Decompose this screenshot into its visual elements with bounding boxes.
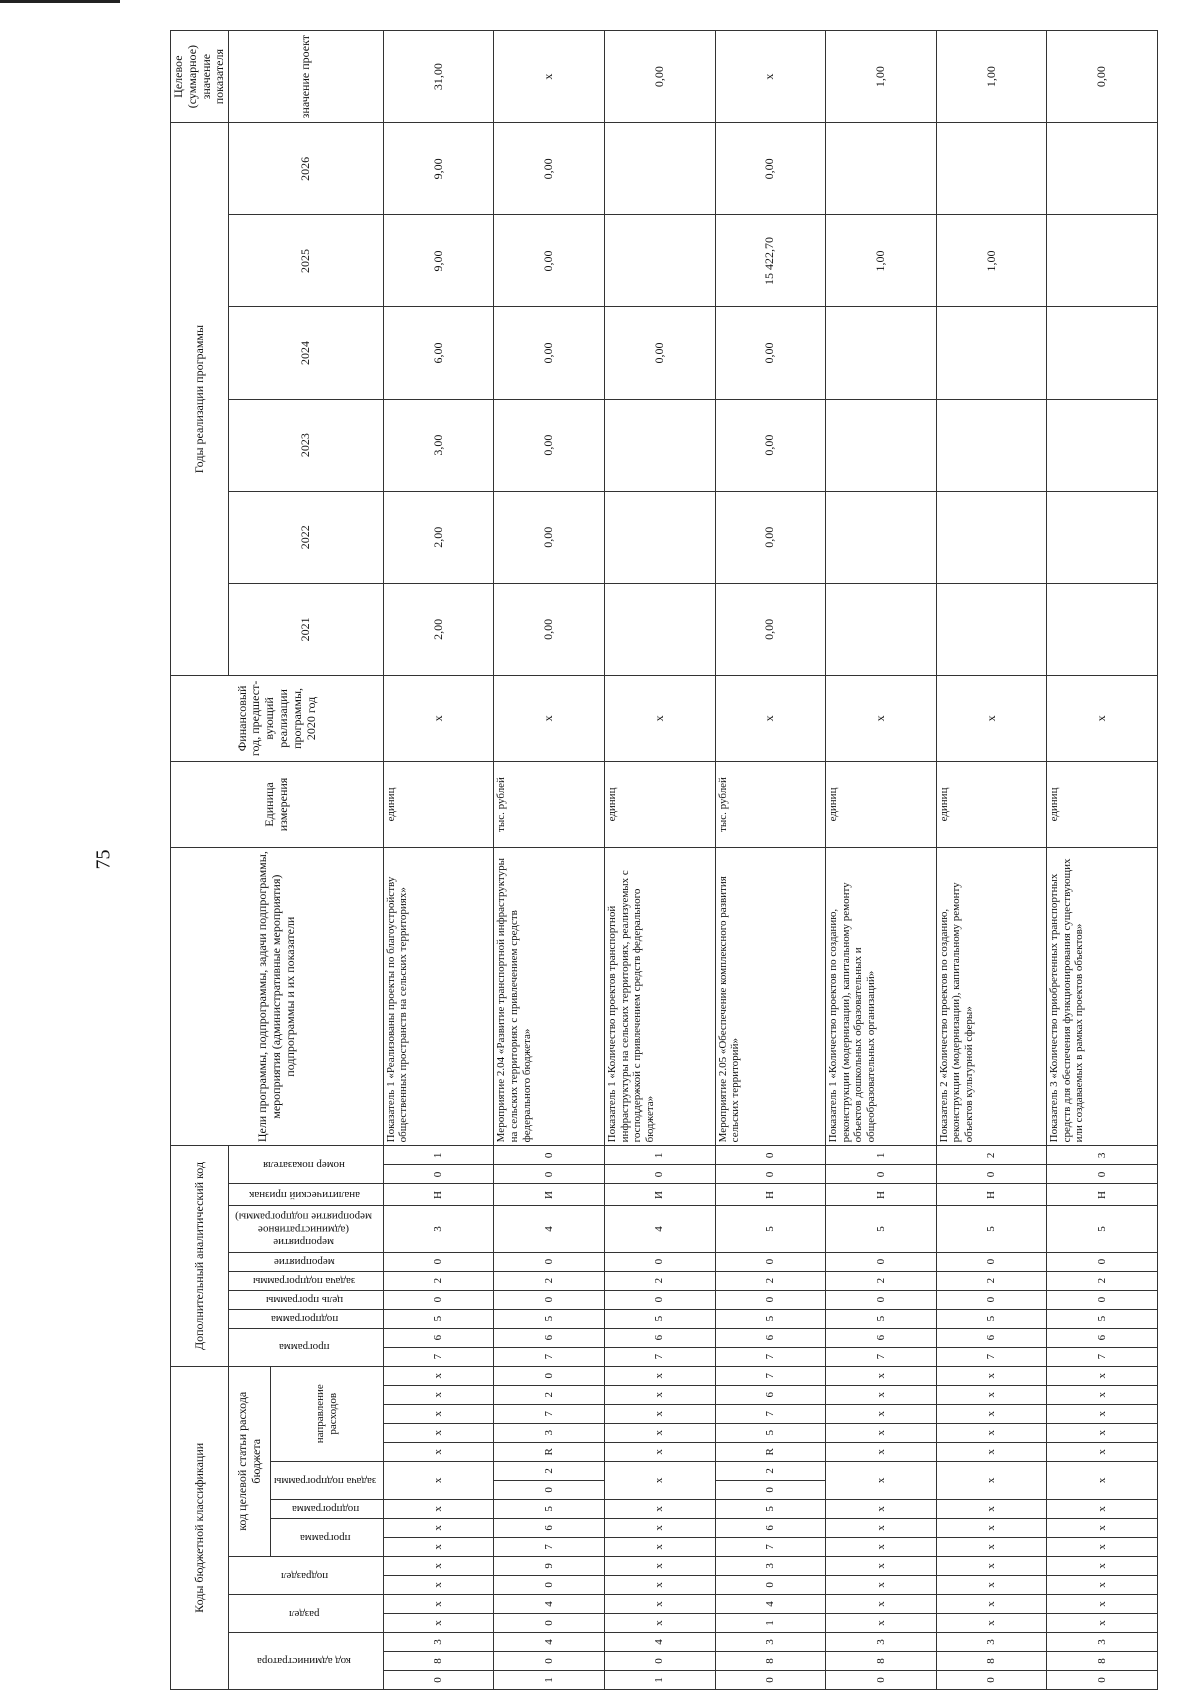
- expense-direction-header: направление расходов: [271, 1366, 384, 1461]
- subsection-digit: x: [936, 1575, 1047, 1594]
- direction-digit: x: [936, 1385, 1047, 1404]
- add-task-digit: 2: [494, 1271, 605, 1290]
- indicator-number-digit: 0: [715, 1146, 826, 1165]
- year-value-cell: [1047, 583, 1158, 675]
- direction-digit: x: [604, 1366, 715, 1385]
- add-task-digit: 2: [604, 1271, 715, 1290]
- admin-measure-header: мероприятие (административное мероприятие подпрограммы): [229, 1206, 384, 1252]
- direction-digit: x: [1047, 1404, 1158, 1423]
- program-digit: x: [826, 1537, 937, 1556]
- year-value-cell: [936, 491, 1047, 583]
- year-2024-header: 2024: [229, 307, 384, 399]
- task-digit: 2: [715, 1461, 826, 1480]
- year-value-cell: [604, 123, 715, 215]
- admin-measure-digit: 5: [1047, 1206, 1158, 1252]
- program-digit: x: [936, 1518, 1047, 1537]
- direction-digit: 6: [715, 1385, 826, 1404]
- year-2023-header: 2023: [229, 399, 384, 491]
- year-value-cell: [1047, 123, 1158, 215]
- admin-code-digit: 0: [494, 1651, 605, 1670]
- table-body: [383, 31, 1157, 1690]
- table-row: [1047, 31, 1158, 1690]
- direction-digit: 0: [494, 1366, 605, 1385]
- subprogram-digit: x: [826, 1499, 937, 1518]
- add-program-digit: 6: [1047, 1328, 1158, 1347]
- year-2026-header: 2026: [229, 123, 384, 215]
- direction-digit: x: [936, 1404, 1047, 1423]
- year-value-cell: [936, 123, 1047, 215]
- add-subprogram-digit: 5: [1047, 1309, 1158, 1328]
- program-header: программа: [271, 1518, 384, 1556]
- year-value-cell: 0,00: [494, 583, 605, 675]
- direction-digit: x: [826, 1423, 937, 1442]
- year-2022-header: 2022: [229, 491, 384, 583]
- program-indicators-table: [170, 30, 1158, 1690]
- indicator-number-digit: 0: [604, 1165, 715, 1184]
- year-value-cell: [826, 123, 937, 215]
- table-row: [494, 31, 605, 1690]
- section-digit: x: [1047, 1594, 1158, 1613]
- subprogram-digit: 5: [715, 1499, 826, 1518]
- scan-artifact-line: [0, 0, 120, 3]
- years-header: Годы реализации программы: [171, 123, 229, 676]
- section-digit: x: [826, 1613, 937, 1632]
- program-digit: x: [383, 1537, 494, 1556]
- add-program-header: программа: [229, 1328, 384, 1366]
- indicator-number-digit: 0: [1047, 1165, 1158, 1184]
- measure-digit: 0: [1047, 1252, 1158, 1271]
- indicator-name: Показатель 1 «Количество проектов по созданию, реконструкции (модернизации), капитальному ремонту объектов дошкольных образовательных и общеобразовательных организаций»: [826, 848, 937, 1146]
- measure-digit: 0: [604, 1252, 715, 1271]
- direction-digit: x: [383, 1423, 494, 1442]
- section-digit: 0: [494, 1613, 605, 1632]
- indicator-number-digit: 0: [494, 1165, 605, 1184]
- task-digit: 2: [494, 1461, 605, 1480]
- add-task-digit: 2: [936, 1271, 1047, 1290]
- subprogram-digit: x: [604, 1499, 715, 1518]
- direction-digit: x: [383, 1442, 494, 1461]
- unit-cell: тыс. рублей: [715, 761, 826, 847]
- program-digit: 7: [494, 1537, 605, 1556]
- target-value-cell: 1,00: [936, 31, 1047, 123]
- analytic-sign: Н: [715, 1184, 826, 1206]
- admin-code-digit: 8: [383, 1651, 494, 1670]
- project-value-header: значение проект: [229, 31, 384, 123]
- target-value-cell: x: [715, 31, 826, 123]
- admin-measure-digit: 5: [715, 1206, 826, 1252]
- target-value-cell: 1,00: [826, 31, 937, 123]
- direction-digit: x: [1047, 1442, 1158, 1461]
- add-program-digit: 7: [826, 1347, 937, 1366]
- subsection-digit: 3: [715, 1556, 826, 1575]
- admin-code-digit: 0: [604, 1651, 715, 1670]
- indicator-number-digit: 1: [383, 1146, 494, 1165]
- add-program-digit: 7: [383, 1347, 494, 1366]
- year-value-cell: 9,00: [383, 123, 494, 215]
- year-value-cell: 0,00: [494, 399, 605, 491]
- direction-digit: 2: [494, 1385, 605, 1404]
- admin-code-digit: 0: [1047, 1670, 1158, 1689]
- admin-code-digit: 3: [936, 1632, 1047, 1651]
- admin-measure-digit: 3: [383, 1206, 494, 1252]
- indicator-name: Показатель 1 «Реализованы проекты по благоустройству общественных пространств на сельских территориях»: [383, 848, 494, 1146]
- year-value-cell: 0,00: [494, 215, 605, 307]
- table-row: [715, 31, 826, 1690]
- indicator-number-digit: 0: [936, 1165, 1047, 1184]
- add-program-digit: 7: [715, 1347, 826, 1366]
- analytic-sign: И: [494, 1184, 605, 1206]
- direction-digit: x: [604, 1442, 715, 1461]
- measure-digit: 0: [936, 1252, 1047, 1271]
- direction-digit: R: [494, 1442, 605, 1461]
- direction-digit: x: [936, 1442, 1047, 1461]
- add-program-digit: 6: [826, 1328, 937, 1347]
- year-value-cell: 15 422,70: [715, 215, 826, 307]
- measure-digit: 0: [715, 1252, 826, 1271]
- add-program-digit: 6: [715, 1328, 826, 1347]
- unit-cell: единиц: [826, 761, 937, 847]
- year-value-cell: [826, 583, 937, 675]
- direction-digit: x: [826, 1442, 937, 1461]
- year-value-cell: 2,00: [383, 583, 494, 675]
- admin-code-digit: 3: [715, 1632, 826, 1651]
- section-digit: x: [604, 1613, 715, 1632]
- fin-year-header: Финансовый год, предшест-вующий реализации программы, 2020 год: [171, 675, 384, 761]
- add-program-digit: 7: [604, 1347, 715, 1366]
- add-program-digit: 7: [936, 1347, 1047, 1366]
- task-digit: 0: [494, 1480, 605, 1499]
- measure-header: мероприятие: [229, 1252, 384, 1271]
- section-digit: x: [604, 1594, 715, 1613]
- year-value-cell: [826, 399, 937, 491]
- goal-digit: 0: [1047, 1290, 1158, 1309]
- direction-digit: 5: [715, 1423, 826, 1442]
- target-value-cell: 0,00: [1047, 31, 1158, 123]
- indicator-name: Мероприятие 2.04 «Развитие транспортной инфраструктуры на сельских территориях с привлечением средств федерального бюджета»: [494, 848, 605, 1146]
- subsection-digit: x: [383, 1575, 494, 1594]
- year-value-cell: 1,00: [936, 215, 1047, 307]
- analytic-sign: Н: [1047, 1184, 1158, 1206]
- task-digit: x: [383, 1461, 494, 1499]
- add-program-digit: 6: [936, 1328, 1047, 1347]
- analytic-sign: Н: [383, 1184, 494, 1206]
- year-value-cell: [1047, 491, 1158, 583]
- analytic-sign: Н: [936, 1184, 1047, 1206]
- admin-code-digit: 8: [1047, 1651, 1158, 1670]
- task-digit: 0: [715, 1480, 826, 1499]
- admin-code-digit: 3: [383, 1632, 494, 1651]
- admin-code-digit: 4: [494, 1632, 605, 1651]
- admin-code-digit: 0: [383, 1670, 494, 1689]
- add-program-digit: 7: [494, 1347, 605, 1366]
- program-digit: 7: [715, 1537, 826, 1556]
- goal-digit: 0: [383, 1290, 494, 1309]
- section-digit: x: [826, 1594, 937, 1613]
- year-2021-header: 2021: [229, 583, 384, 675]
- direction-digit: x: [936, 1423, 1047, 1442]
- program-digit: x: [1047, 1518, 1158, 1537]
- add-task-digit: 2: [383, 1271, 494, 1290]
- fin-year-cell: x: [383, 675, 494, 761]
- subprogram-task-header: задача подпрограммы: [271, 1461, 384, 1499]
- section-digit: x: [936, 1594, 1047, 1613]
- fin-year-cell: x: [715, 675, 826, 761]
- direction-digit: x: [826, 1404, 937, 1423]
- direction-digit: 7: [715, 1366, 826, 1385]
- year-value-cell: 0,00: [715, 491, 826, 583]
- year-value-cell: [826, 307, 937, 399]
- add-subprogram-digit: 5: [383, 1309, 494, 1328]
- year-value-cell: 0,00: [494, 491, 605, 583]
- admin-code-digit: 4: [604, 1632, 715, 1651]
- indicator-number-header: номер показателя: [229, 1146, 384, 1184]
- year-value-cell: 9,00: [383, 215, 494, 307]
- budget-codes-header: Коды бюджетной классификации: [171, 1366, 229, 1689]
- subsection-digit: x: [1047, 1575, 1158, 1594]
- direction-digit: x: [826, 1366, 937, 1385]
- add-subprogram-digit: 5: [604, 1309, 715, 1328]
- subsection-digit: 0: [494, 1575, 605, 1594]
- admin-measure-digit: 4: [604, 1206, 715, 1252]
- year-value-cell: 2,00: [383, 491, 494, 583]
- task-digit: x: [936, 1461, 1047, 1499]
- subprogram-digit: x: [383, 1499, 494, 1518]
- year-value-cell: [604, 215, 715, 307]
- admin-code-digit: 8: [826, 1651, 937, 1670]
- admin-code-digit: 8: [715, 1651, 826, 1670]
- task-digit: x: [604, 1461, 715, 1499]
- target-value-header: Целевое (суммарное) значение показателя: [171, 31, 229, 123]
- subprogram-task2-header: задача подпрограммы: [229, 1271, 384, 1290]
- year-value-cell: [604, 399, 715, 491]
- subprogram-digit: x: [1047, 1499, 1158, 1518]
- direction-digit: x: [383, 1385, 494, 1404]
- subsection-digit: 9: [494, 1556, 605, 1575]
- section-digit: x: [1047, 1613, 1158, 1632]
- direction-digit: x: [1047, 1366, 1158, 1385]
- direction-digit: x: [604, 1423, 715, 1442]
- year-value-cell: 0,00: [715, 123, 826, 215]
- admin-code-digit: 1: [604, 1670, 715, 1689]
- year-value-cell: [604, 491, 715, 583]
- subsection-header: подраздел: [229, 1556, 384, 1594]
- table-row: [383, 31, 494, 1690]
- section-digit: x: [383, 1594, 494, 1613]
- goal-digit: 0: [826, 1290, 937, 1309]
- indicator-name: Показатель 2 «Количество проектов по созданию, реконструкции (модернизации), капитальному ремонту объектов культурной сферы»: [936, 848, 1047, 1146]
- direction-digit: x: [604, 1404, 715, 1423]
- admin-code-digit: 8: [936, 1651, 1047, 1670]
- indicator-name: Показатель 3 «Количество приобретенных транспортных средств для обеспечения функционирования существующих или создаваемых в рамках проектов объектов»: [1047, 848, 1158, 1146]
- measure-digit: 0: [383, 1252, 494, 1271]
- admin-code-digit: 0: [936, 1670, 1047, 1689]
- table-row: [826, 31, 937, 1690]
- indicator-number-digit: 2: [936, 1146, 1047, 1165]
- year-value-cell: 0,00: [494, 307, 605, 399]
- task-digit: x: [826, 1461, 937, 1499]
- program-digit: 6: [494, 1518, 605, 1537]
- year-value-cell: [936, 583, 1047, 675]
- program-digit: x: [604, 1537, 715, 1556]
- year-value-cell: [604, 583, 715, 675]
- year-value-cell: 0,00: [494, 123, 605, 215]
- section-digit: 4: [494, 1594, 605, 1613]
- direction-digit: 7: [494, 1404, 605, 1423]
- target-value-cell: 0,00: [604, 31, 715, 123]
- add-task-digit: 2: [826, 1271, 937, 1290]
- indicator-number-digit: 0: [826, 1165, 937, 1184]
- target-code-header: код целевой статьи расхода бюджета: [229, 1366, 271, 1556]
- admin-code-digit: 0: [826, 1670, 937, 1689]
- indicator-number-digit: 1: [604, 1146, 715, 1165]
- fin-year-cell: x: [604, 675, 715, 761]
- subsection-digit: 0: [715, 1575, 826, 1594]
- task-digit: x: [1047, 1461, 1158, 1499]
- rotated-table-wrapper: [170, 30, 1150, 1690]
- table-row: [936, 31, 1047, 1690]
- direction-digit: R: [715, 1442, 826, 1461]
- year-value-cell: 0,00: [604, 307, 715, 399]
- year-value-cell: [1047, 399, 1158, 491]
- year-2025-header: 2025: [229, 215, 384, 307]
- admin-code-digit: 1: [494, 1670, 605, 1689]
- direction-digit: 7: [715, 1404, 826, 1423]
- section-digit: 4: [715, 1594, 826, 1613]
- target-value-cell: 31,00: [383, 31, 494, 123]
- subprogram-digit: 5: [494, 1499, 605, 1518]
- admin-measure-digit: 5: [826, 1206, 937, 1252]
- year-value-cell: 0,00: [715, 583, 826, 675]
- section-digit: 1: [715, 1613, 826, 1632]
- add-subprogram-digit: 5: [826, 1309, 937, 1328]
- indicator-number-digit: 0: [494, 1146, 605, 1165]
- unit-cell: единиц: [604, 761, 715, 847]
- goal-digit: 0: [715, 1290, 826, 1309]
- document-page: [170, 30, 1150, 1690]
- add-program-digit: 6: [604, 1328, 715, 1347]
- add-subprogram-digit: 5: [494, 1309, 605, 1328]
- year-value-cell: [826, 491, 937, 583]
- add-program-digit: 6: [383, 1328, 494, 1347]
- fin-year-cell: x: [494, 675, 605, 761]
- direction-digit: x: [1047, 1423, 1158, 1442]
- page-number: 75: [92, 849, 115, 870]
- indicator-name: Показатель 1 «Количество проектов транспортной инфраструктуры на сельских территориях, реализуемых с господдержкой с привлечением средств федерального бюджета»: [604, 848, 715, 1146]
- year-value-cell: 0,00: [715, 399, 826, 491]
- admin-code-digit: 3: [1047, 1632, 1158, 1651]
- subsection-digit: x: [1047, 1556, 1158, 1575]
- subsection-digit: x: [826, 1575, 937, 1594]
- indicator-number-digit: 1: [826, 1146, 937, 1165]
- goal-digit: 0: [494, 1290, 605, 1309]
- fin-year-cell: x: [826, 675, 937, 761]
- indicator-number-digit: 3: [1047, 1146, 1158, 1165]
- fin-year-cell: x: [936, 675, 1047, 761]
- target-value-cell: x: [494, 31, 605, 123]
- add-program-digit: 7: [1047, 1347, 1158, 1366]
- year-value-cell: 3,00: [383, 399, 494, 491]
- additional-code-header: Дополнительный аналитический код: [171, 1146, 229, 1366]
- analytic-sign: И: [604, 1184, 715, 1206]
- add-task-digit: 2: [1047, 1271, 1158, 1290]
- unit-cell: тыс. рублей: [494, 761, 605, 847]
- year-value-cell: 1,00: [826, 215, 937, 307]
- admin-code-digit: 3: [826, 1632, 937, 1651]
- goal-digit: 0: [604, 1290, 715, 1309]
- section-header: раздел: [229, 1594, 384, 1632]
- add-subprogram-digit: 5: [715, 1309, 826, 1328]
- direction-digit: x: [383, 1404, 494, 1423]
- direction-digit: x: [604, 1385, 715, 1404]
- year-value-cell: 0,00: [715, 307, 826, 399]
- subprogram-header: подпрограмма: [271, 1499, 384, 1518]
- add-subprogram-header: подпрограмма: [229, 1309, 384, 1328]
- program-digit: x: [604, 1518, 715, 1537]
- program-goal-header: цель программы: [229, 1290, 384, 1309]
- program-digit: 6: [715, 1518, 826, 1537]
- indicator-number-digit: 0: [383, 1165, 494, 1184]
- analytic-sign-header: аналитический признак: [229, 1184, 384, 1206]
- unit-cell: единиц: [1047, 761, 1158, 847]
- indicator-name: Мероприятие 2.05 «Обеспечение комплексного развития сельских территорий»: [715, 848, 826, 1146]
- direction-digit: x: [936, 1366, 1047, 1385]
- year-value-cell: 6,00: [383, 307, 494, 399]
- indicator-number-digit: 0: [715, 1165, 826, 1184]
- add-subprogram-digit: 5: [936, 1309, 1047, 1328]
- program-digit: x: [383, 1518, 494, 1537]
- subsection-digit: x: [826, 1556, 937, 1575]
- year-value-cell: [1047, 307, 1158, 399]
- admin-measure-digit: 4: [494, 1206, 605, 1252]
- table-row: [604, 31, 715, 1690]
- measure-digit: 0: [494, 1252, 605, 1271]
- subsection-digit: x: [604, 1556, 715, 1575]
- year-value-cell: [936, 399, 1047, 491]
- subsection-digit: x: [604, 1575, 715, 1594]
- direction-digit: 3: [494, 1423, 605, 1442]
- direction-digit: x: [383, 1366, 494, 1385]
- section-digit: x: [936, 1613, 1047, 1632]
- direction-digit: x: [1047, 1385, 1158, 1404]
- program-digit: x: [826, 1518, 937, 1537]
- analytic-sign: Н: [826, 1184, 937, 1206]
- subsection-digit: x: [383, 1556, 494, 1575]
- year-value-cell: [1047, 215, 1158, 307]
- unit-cell: единиц: [383, 761, 494, 847]
- admin-code-header: код администратора: [229, 1632, 384, 1689]
- program-digit: x: [1047, 1537, 1158, 1556]
- program-digit: x: [936, 1537, 1047, 1556]
- measure-digit: 0: [826, 1252, 937, 1271]
- admin-measure-digit: 5: [936, 1206, 1047, 1252]
- fin-year-cell: x: [1047, 675, 1158, 761]
- unit-cell: единиц: [936, 761, 1047, 847]
- goals-header: Цели программы, подпрограммы, задачи подпрограммы, мероприятия (административные мероприятия) подпрограммы и их показатели: [171, 848, 384, 1146]
- subsection-digit: x: [936, 1556, 1047, 1575]
- subprogram-digit: x: [936, 1499, 1047, 1518]
- year-value-cell: [936, 307, 1047, 399]
- goal-digit: 0: [936, 1290, 1047, 1309]
- add-program-digit: 6: [494, 1328, 605, 1347]
- direction-digit: x: [826, 1385, 937, 1404]
- add-task-digit: 2: [715, 1271, 826, 1290]
- unit-header: Единица измерения: [171, 761, 384, 847]
- section-digit: x: [383, 1613, 494, 1632]
- admin-code-digit: 0: [715, 1670, 826, 1689]
